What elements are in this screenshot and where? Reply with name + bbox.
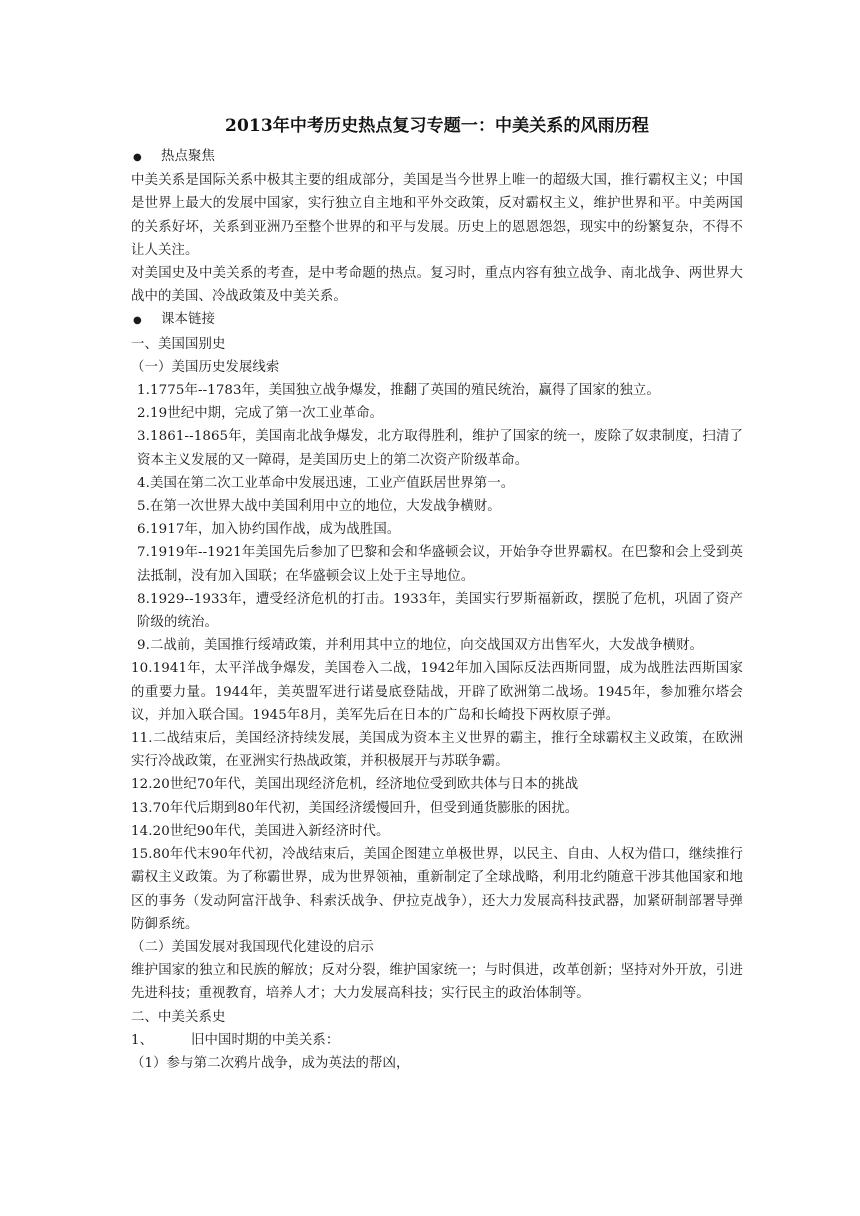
lesson-paragraph: 维护国家的独立和民族的解放；反对分裂，维护国家统一；与时俱进，改革创新；坚持对外开放，引进先进科技；重视教育，培养人才；大力发展高科技；实行民主的政治体制等。 (131, 963, 743, 1002)
timeline-item: 12.20世纪70年代，美国出现经济危机，经济地位受到欧共体与日本的挑战 (131, 777, 579, 793)
timeline-item: 4.美国在第二次工业革命中发展迅速，工业产值跃居世界第一。 (137, 475, 515, 491)
textbook-link-label: 课本链接 (161, 312, 215, 328)
hot-focus-heading (131, 145, 743, 169)
timeline-item: 8.1929--1933年，遭受经济危机的打击。1933年，美国实行罗斯福新政，摆脱了危机，巩固了资产阶级的统治。 (137, 591, 743, 631)
timeline-item: 1.1775年--1783年，美国独立战争爆发，推翻了英国的殖民统治，赢得了国家的独立。 (137, 383, 660, 399)
subsection-heading: （二）美国发展对我国现代化建设的启示 (131, 939, 374, 955)
point-item: （1）参与第二次鸦片战争，成为英法的帮凶， (131, 1055, 410, 1071)
hot-focus-paragraph: 中美关系是国际关系中极其主要的组成部分，美国是当今世界上唯一的超级大国，推行霸权主义；中国是世界上最大的发展中国家，实行独立自主地和平外交政策，反对霸权主义，维护世界和平。中美两国的关系好坏，关系到亚洲乃至整个世界的和平与发展。历史上的恩恩怨怨，现实中的纷繁复杂，不得不让人关注。 (131, 173, 743, 258)
timeline-item: 13.70年代后期到80年代初，美国经济缓慢回升，但受到通货膨胀的困扰。 (131, 800, 579, 816)
textbook-link-heading (131, 308, 743, 332)
timeline-item: 7.1919年--1921年美国先后参加了巴黎和会和华盛顿会议，开始争夺世界霸权。在巴黎和会上受到英法抵制，没有加入国联；在华盛顿会议上处于主导地位。 (137, 545, 743, 584)
hot-focus-paragraph: 对美国史及中美关系的考查，是中考命题的热点。复习时，重点内容有独立战争、南北战争、两世界大战中的美国、冷战政策及中美关系。 (131, 266, 743, 305)
timeline-item: 11.二战结束后，美国经济持续发展，美国成为资本主义世界的霸主，推行全球霸权主义政策，在欧洲实行冷战政策，在亚洲实行热战政策，并积极展开与苏联争霸。 (131, 731, 743, 770)
timeline-item: 10.1941年，太平洋战争爆发，美国卷入二战，1942年加入国际反法西斯同盟，成为战胜法西斯国家的重要力量。1944年，美英盟军进行诺曼底登陆战，开辟了欧洲第二战场。1945年，参加雅尔塔会议，并加入联合国。1945年8月，美军先后在日本的广岛和长崎投下两枚原子弹。 (131, 661, 743, 723)
timeline-item: 15.80年代末90年代初，冷战结束后，美国企图建立单极世界，以民主、自由、人权为借口，继续推行霸权主义政策。为了称霸世界，成为世界领袖，重新制定了全球战略，利用北约随意干涉其他国家和地区的事务（发动阿富汗战争、科索沃战争、伊拉克战争），还大力发展高科技武器，加紧研制部署导弹防御系统。 (131, 847, 743, 932)
timeline-item: 5.在第一次世界大战中美国利用中立的地位，大发战争横财。 (137, 499, 501, 515)
timeline-item: 6.1917年，加入协约国作战，成为战胜国。 (137, 522, 401, 538)
page-title: 2013年中考历史热点复习专题一：中美关系的风雨历程 (225, 116, 649, 136)
point-heading (131, 1029, 743, 1052)
section-heading: 二、中美关系史 (131, 1009, 226, 1025)
timeline-item: 3.1861--1865年，美国南北战争爆发，北方取得胜利，维护了国家的统一，废除了奴隶制度，扫清了资本主义发展的又一障碍，是美国历史上的第二次资产阶级革命。 (137, 429, 743, 468)
timeline-item: 9.二战前，美国推行绥靖政策，并利用其中立的地位，向交战国双方出售军火，大发战争横财。 (137, 638, 704, 654)
subsection-heading: （一）美国历史发展线索 (131, 359, 280, 375)
document-body (131, 113, 743, 1075)
timeline-item: 14.20世纪90年代，美国进入新经济时代。 (131, 823, 390, 839)
point-number: 1、 (131, 1032, 154, 1048)
bullet-icon: ● (133, 152, 142, 163)
hot-focus-label: 热点聚焦 (161, 149, 215, 164)
section-heading: 一、美国国别史 (131, 336, 226, 352)
point-label: 旧中国时期的中美关系： (191, 1032, 340, 1048)
bullet-icon: ● (133, 315, 142, 327)
timeline-item: 2.19世纪中期，完成了第一次工业革命。 (137, 406, 384, 422)
